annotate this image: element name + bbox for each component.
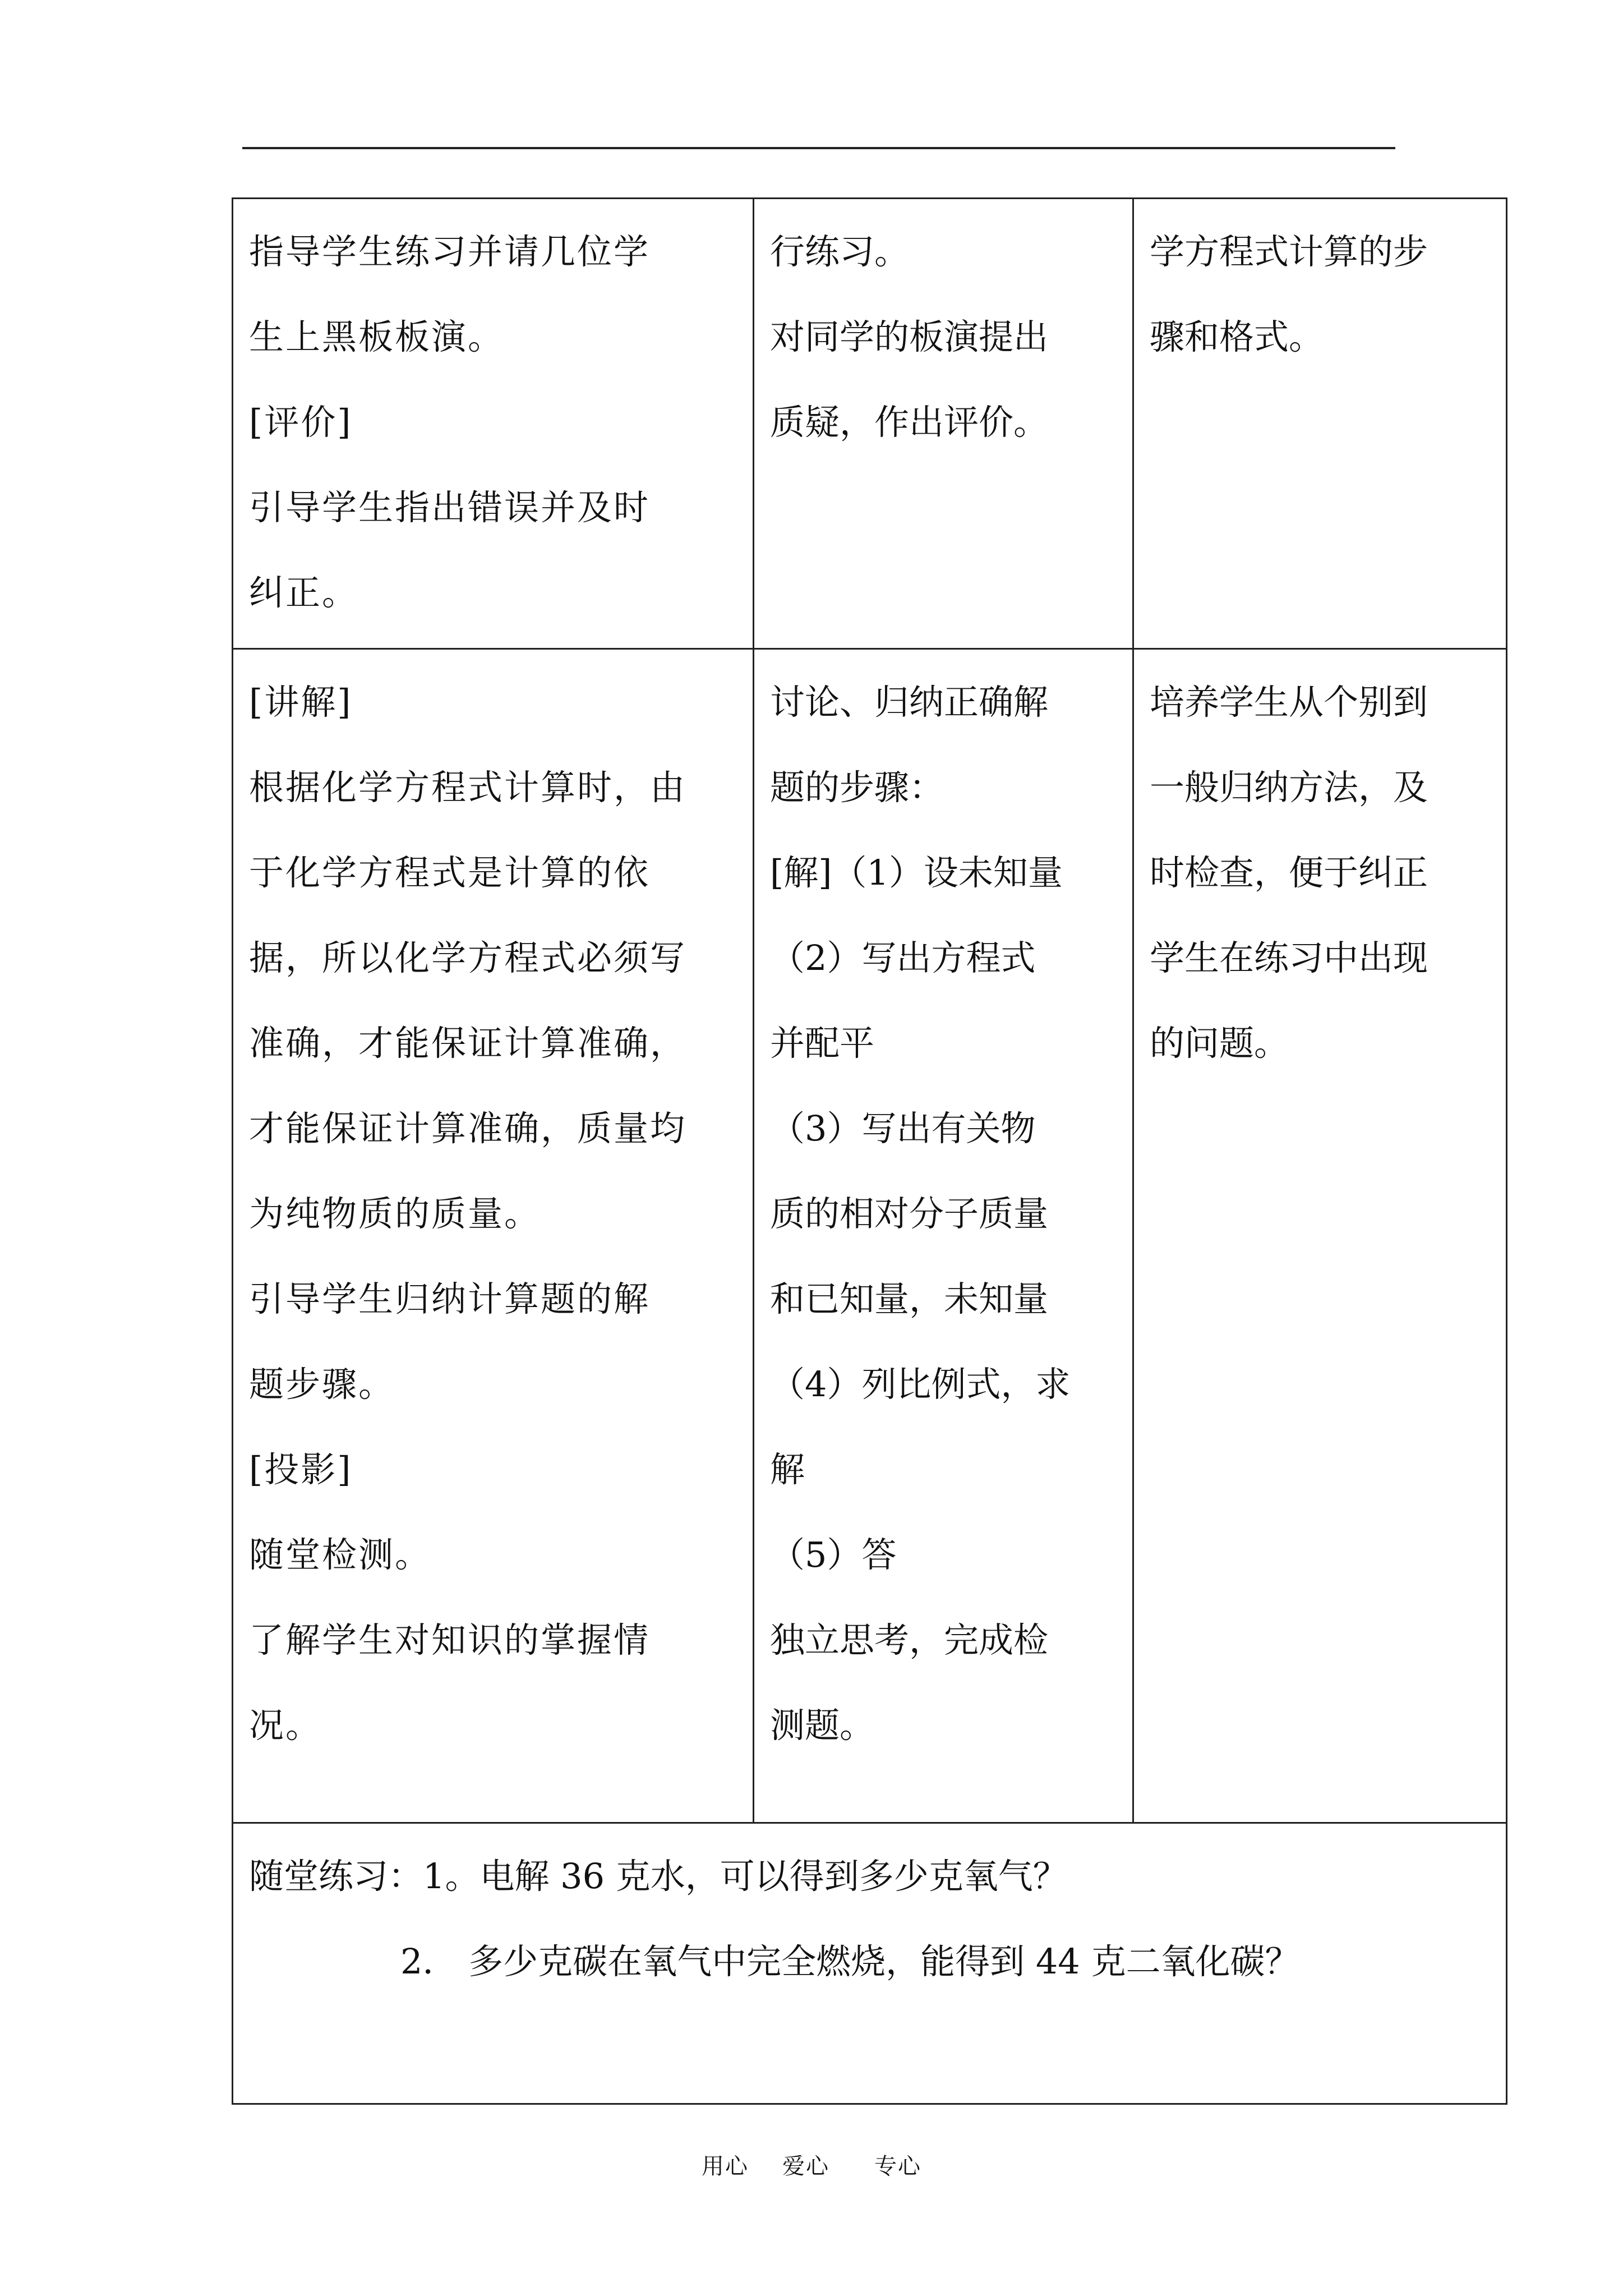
text-line: 指导学生练习并请几位学 [249,231,651,272]
design-intent-cell [1133,649,1507,1823]
text-line: 于化学方程式是计算的依 [249,852,651,893]
practice-exercises-cell [233,1823,1507,2104]
text-line: （2）写出方程式 [770,937,1036,978]
text-line: 测题。 [770,1705,875,1746]
student-activity-cell [754,199,1133,649]
teacher-activity-cell [233,649,754,1823]
text-line: 的问题。 [1150,1023,1289,1064]
practice-question-1: 随堂练习：1。电解 36 克水，可以得到多少克氧气？ [249,1856,1068,1897]
footer-text: 用心 [702,2154,749,2179]
text-line: 和已知量，未知量 [770,1278,1049,1319]
text-line: 行练习。 [770,231,910,272]
text-line: [评价] [249,402,353,443]
table-row [233,199,1507,649]
text-line: 培养学生从个别到 [1150,682,1428,723]
text-line: 讨论、归纳正确解 [770,682,1049,723]
text-line: 学方程式计算的步 [1150,231,1428,272]
header-rule [242,147,1395,149]
text-line: 解 [770,1449,805,1490]
footer-text: 爱心 [782,2154,829,2179]
lesson-plan-table [232,197,1507,2105]
table-row [233,1823,1507,2104]
text-line: 了解学生对知识的掌握情 [249,1619,651,1660]
text-line: 并配平 [770,1023,875,1064]
text-line: 对同学的板演提出 [770,316,1049,357]
practice-question-2: 2． 多少克碳在氧气中完全燃烧，能得到 44 克二氧化碳？ [400,1941,1300,1982]
text-line: 引导学生归纳计算题的解 [249,1278,651,1319]
text-line: 引导学生指出错误并及时 [249,487,651,528]
text-line: 骤和格式。 [1150,316,1324,357]
text-line: 准确，才能保证计算准确， [249,1023,687,1064]
text-line: （3）写出有关物 [770,1108,1036,1149]
table-row [233,649,1507,1823]
text-line: 独立思考，完成检 [770,1619,1049,1660]
page-footer [0,2148,1623,2180]
text-line: 根据化学方程式计算时，由 [249,767,687,808]
text-line: 质的相对分子质量 [770,1193,1049,1234]
text-line: 生上黑板板演。 [249,316,505,357]
text-line: 质疑，作出评价。 [770,402,1049,443]
design-intent-cell [1133,199,1507,649]
text-line: 纠正。 [249,572,359,613]
text-line: 题的步骤： [770,767,944,808]
text-line: [投影] [249,1449,353,1490]
text-line: 据，所以化学方程式必须写 [249,937,687,978]
text-line: 随堂检测。 [249,1534,432,1575]
text-line: （4）列比例式，求 [770,1364,1071,1405]
text-line: 一般归纳方法，及 [1150,767,1428,808]
text-line: 时检查，便于纠正 [1150,852,1428,893]
student-activity-cell [754,649,1133,1823]
text-line: 为纯物质的质量。 [249,1193,541,1234]
text-line: 才能保证计算准确，质量均 [249,1108,687,1149]
teacher-activity-cell [233,199,754,649]
footer-text: 专心 [874,2154,921,2179]
text-line: 况。 [249,1705,322,1746]
text-line: [讲解] [249,682,353,723]
text-line: [解]（1）设未知量 [770,852,1063,893]
text-line: （5）答 [770,1534,897,1575]
text-line: 题步骤。 [249,1364,395,1405]
text-line: 学生在练习中出现 [1150,937,1428,978]
